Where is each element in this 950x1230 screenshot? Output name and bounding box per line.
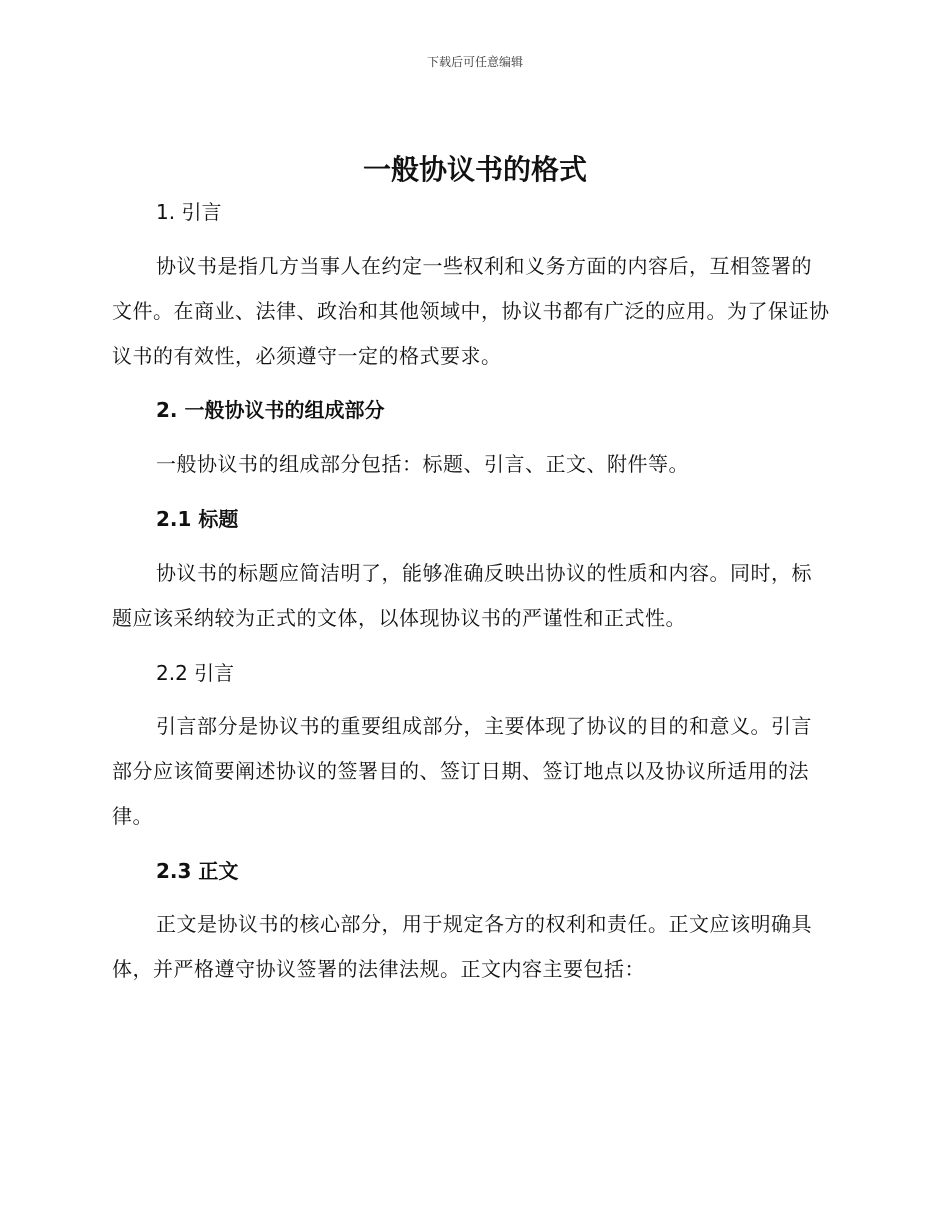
section-heading-intro: 1. 引言 <box>156 200 222 224</box>
section-heading-preamble: 2.2 引言 <box>156 661 235 685</box>
section-heading-components: 2. 一般协议书的组成部分 <box>156 398 385 422</box>
section-paragraph-title: 协议书的标题应简洁明了，能够准确反映出协议的性质和内容。同时，标题应该采纳较为正式的文体，以体现协议书的严谨性和正式性。 <box>112 561 812 630</box>
section-paragraph-components: 一般协议书的组成部分包括：标题、引言、正文、附件等。 <box>156 452 689 476</box>
section-paragraph-intro: 协议书是指几方当事人在约定一些权利和义务方面的内容后，互相签署的文件。在商业、法律、政治和其他领域中，协议书都有广泛的应用。为了保证协议书的有效性，必须遵守一定的格式要求。 <box>112 254 830 368</box>
section-paragraph-body: 正文是协议书的核心部分，用于规定各方的权利和责任。正文应该明确具体，并严格遵守协议签署的法律法规。正文内容主要包括： <box>112 912 812 981</box>
header-note: 下载后可任意编辑 <box>426 55 523 69</box>
section-paragraph-preamble: 引言部分是协议书的重要组成部分，主要体现了协议的目的和意义。引言部分应该简要阐述协议的签署目的、签订日期、签订地点以及协议所适用的法律。 <box>112 714 812 828</box>
section-heading-title: 2.1 标题 <box>156 507 239 531</box>
section-heading-body: 2.3 正文 <box>156 859 239 883</box>
document-title: 一般协议书的格式 <box>362 153 587 186</box>
